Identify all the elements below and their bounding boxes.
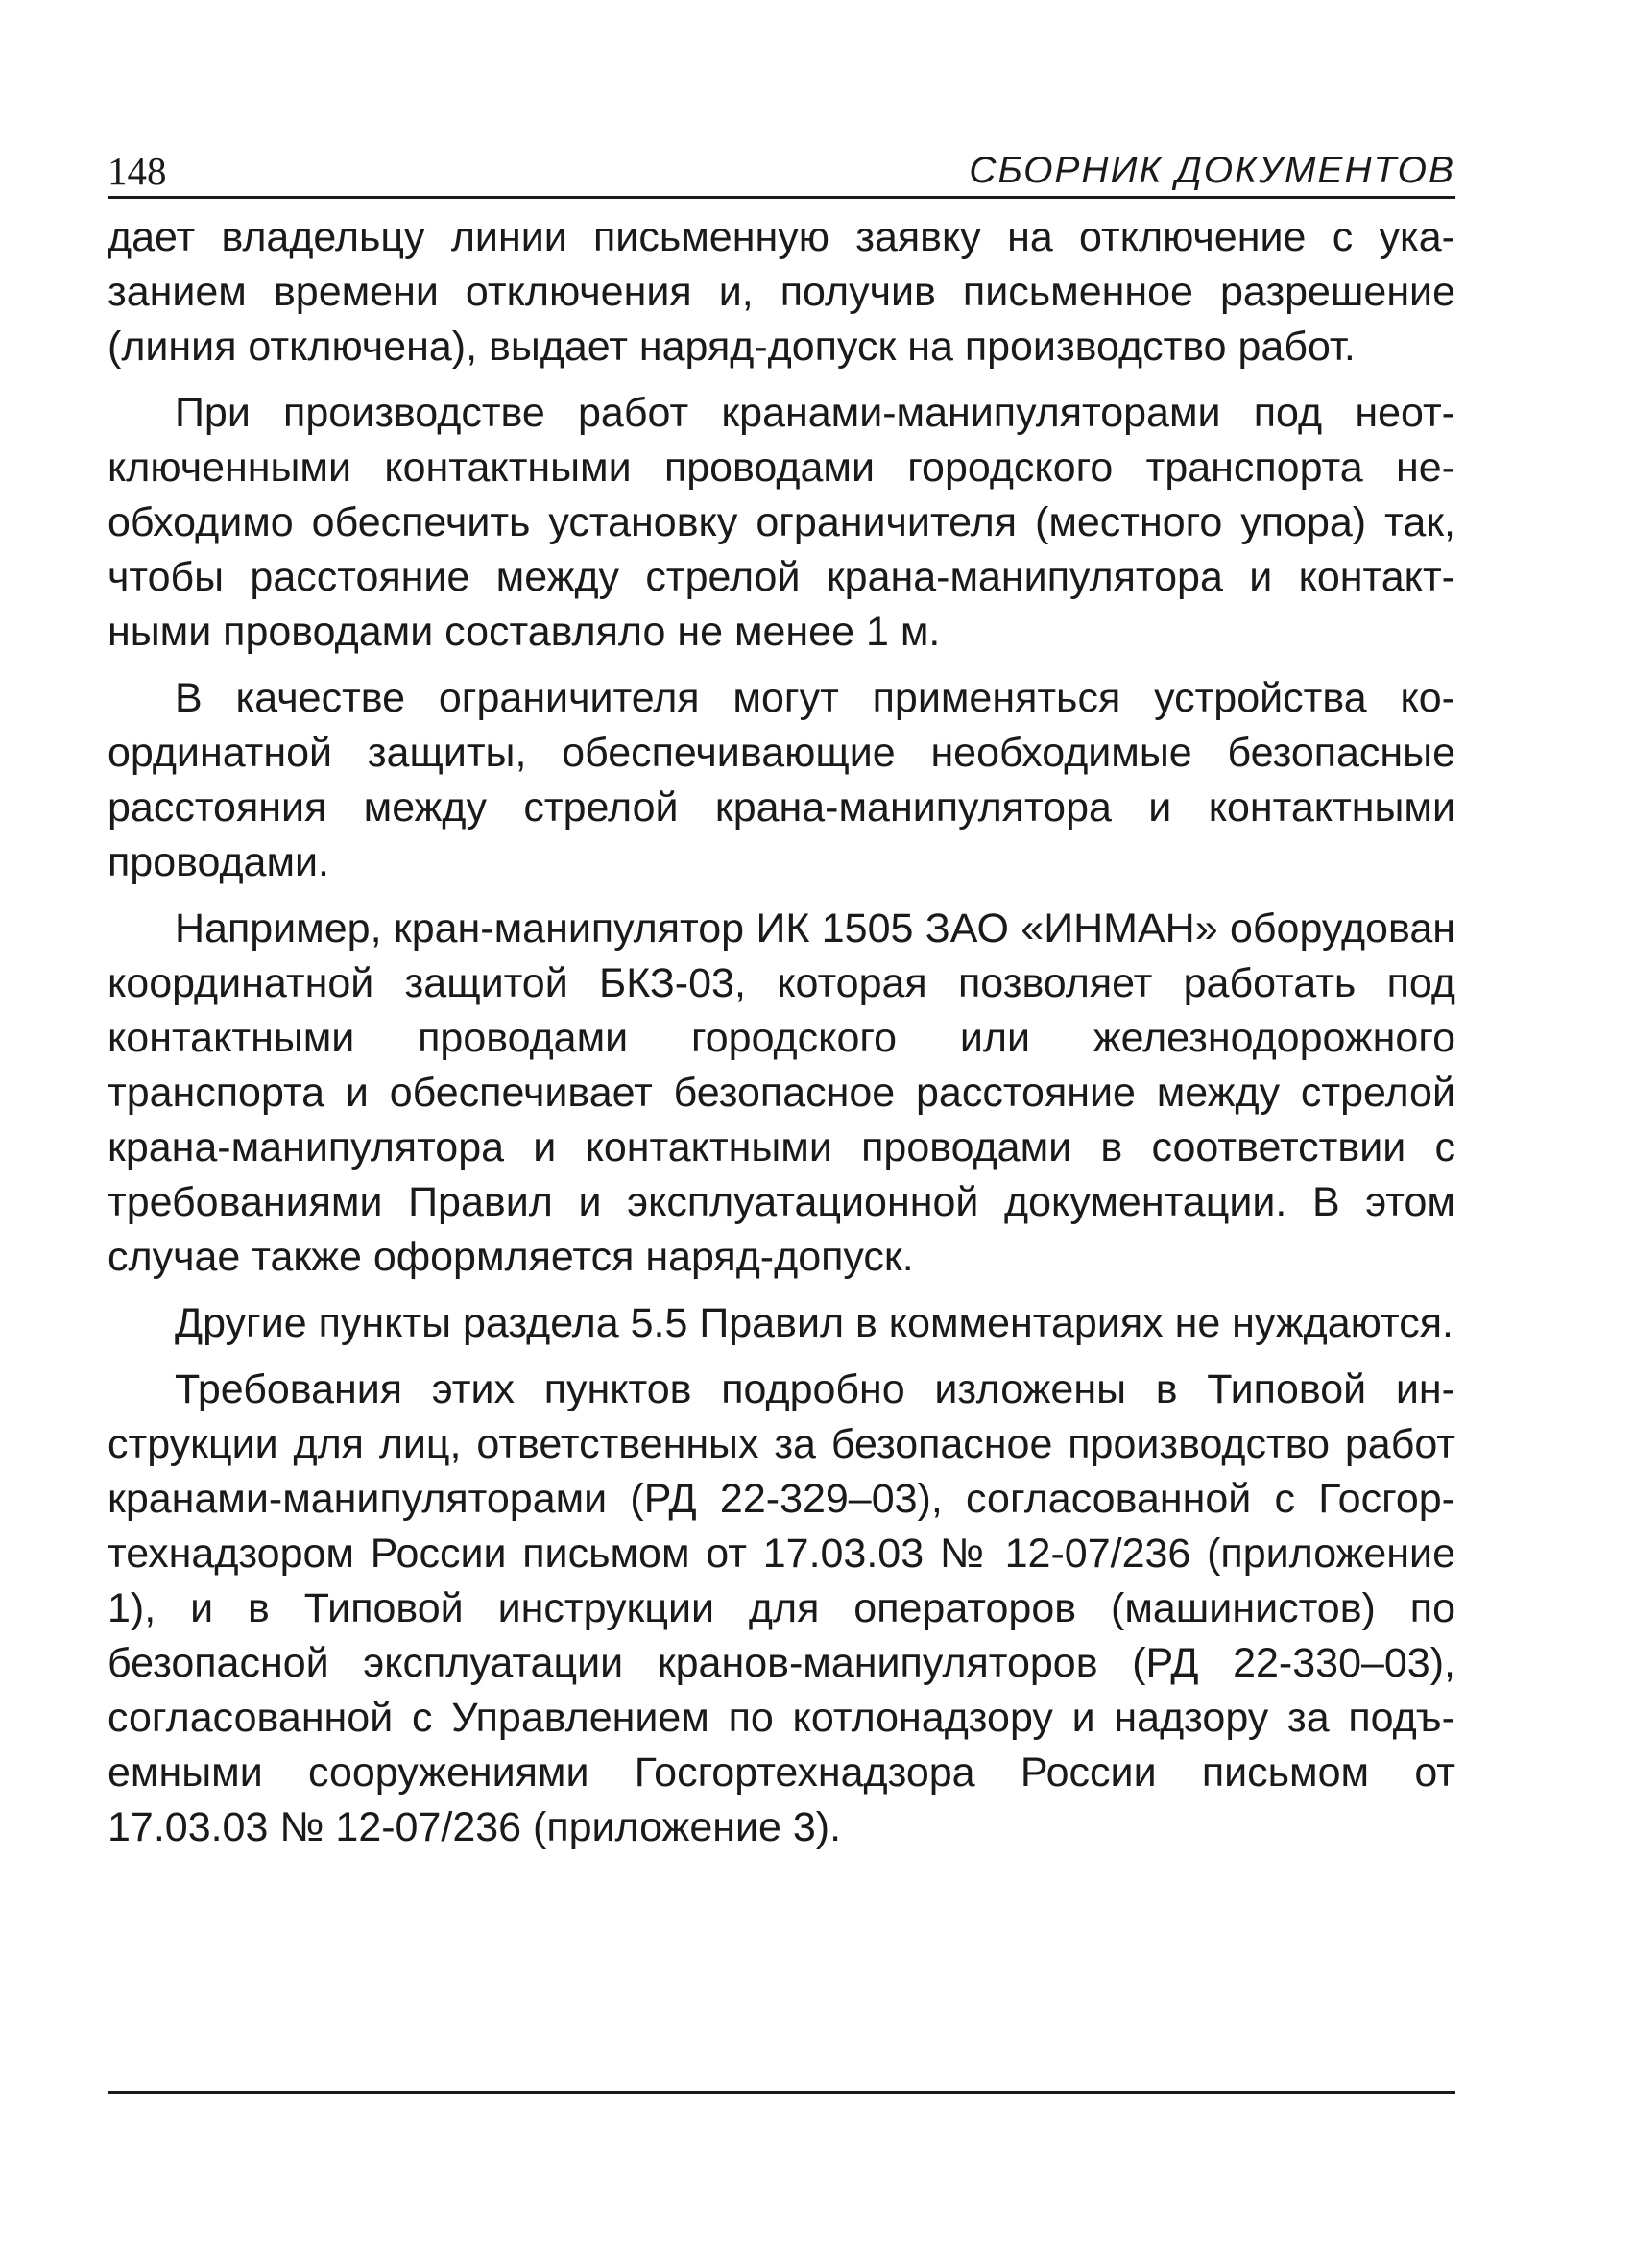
- footer-rule: [108, 2091, 1455, 2094]
- paragraph: Другие пункты раздела 5.5 Правил в комментариях не нуждаются.: [175, 1300, 1453, 1346]
- running-title: СБОРНИК ДОКУМЕНТОВ: [969, 150, 1455, 191]
- page-header: [108, 134, 1455, 199]
- paragraph: Например, кран-манипулятор ИК 1505 ЗАО «ИНМАН» оборудован координатной защитой БКЗ-03, которая позволяет работать под контактными проводами городского или железнодорожного транспорта и обеспечивает безопасное расстояние между стрелой крана-манипулятора и контактными проводами в соответствии с требованиями Правил и эксплуатационной документации. В этом случае также оформляется наряд-допуск.: [108, 905, 1455, 1280]
- paragraph: В качестве ограничителя могут применяться устройства координатной защиты, обеспечивающие необходимые безопасные расстояния между стрелой крана-манипулятора и контактными проводами.: [108, 675, 1455, 885]
- page-number: 148: [108, 149, 167, 193]
- paragraph: Требования этих пунктов подробно изложены в Типовой инструкции для лиц, ответственных за безопасное производство работ кранами-манипуляторами (РД 22-329–03), согласованной с Госгортехнадзором России письмом от 17.03.03 № 12-07/236 (приложение 1), и в Типовой инструкции для операторов (машинистов) по безопасной эксплуатации кранов-манипуляторов (РД 22-330–03), согласованной с Управлением по котлонадзору и надзору за подъемными сооружениями Госгортехнадзора России письмом от 17.03.03 № 12-07/236 (приложение 3).: [108, 1366, 1455, 1850]
- document-page: [108, 134, 1455, 1867]
- paragraph-continuation: дает владельцу линии письменную заявку на отключение с указанием времени отключения и, получив письменное разрешение (линия отключена), выдает наряд-допуск на производство работ.: [108, 214, 1455, 370]
- body-text: [108, 210, 1455, 1855]
- paragraph: При производстве работ кранами-манипуляторами под неотключенными контактными проводами городского транспорта необходимо обеспечить установку ограничителя (местного упора) так, чтобы расстояние между стрелой крана-манипулятора и контактными проводами составляло не менее 1 м.: [108, 390, 1455, 655]
